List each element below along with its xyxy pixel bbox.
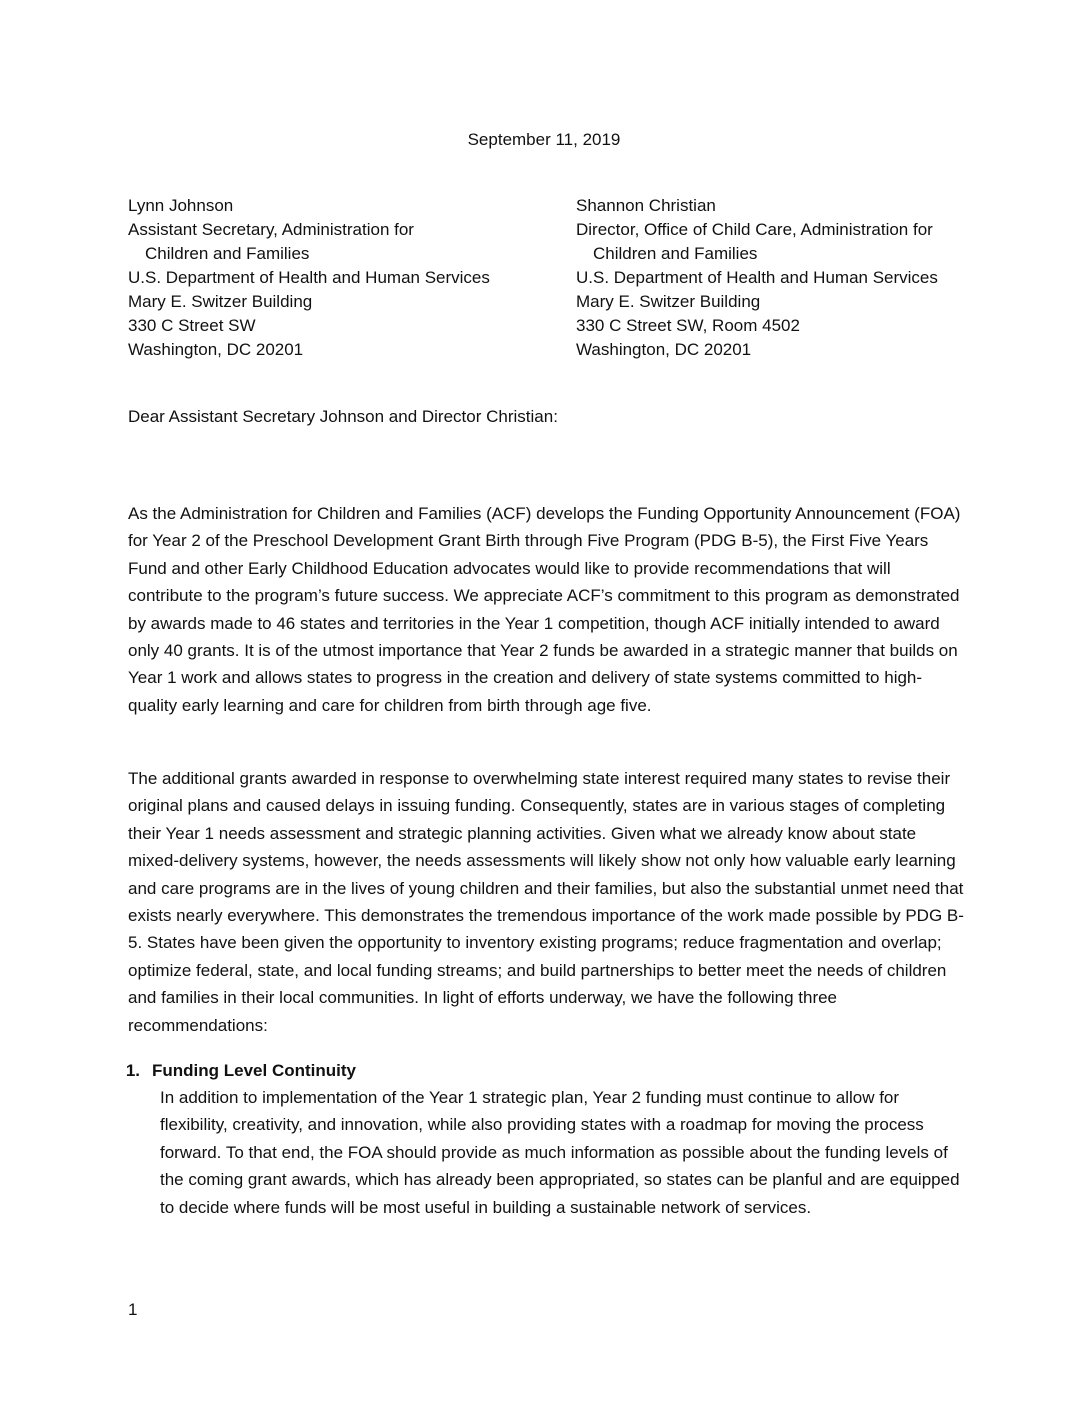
recipient-city: Washington, DC 20201 (576, 340, 752, 359)
page-number: 1 (128, 1300, 138, 1319)
salutation: Dear Assistant Secretary Johnson and Director Christian: (128, 407, 558, 426)
letter-date: September 11, 2019 (467, 130, 621, 149)
recipient-title-continued: Children and Families (145, 244, 310, 263)
recipient-city: Washington, DC 20201 (128, 340, 304, 359)
recipient-name: Lynn Johnson (128, 196, 234, 215)
recipient-title: Assistant Secretary, Administration for (128, 220, 414, 239)
recipient-title: Director, Office of Child Care, Administration for (576, 220, 933, 239)
recipient-name: Shannon Christian (576, 196, 716, 215)
recommendation-body: In addition to implementation of the Year 1 strategic plan, Year 2 funding must continue to allow for flexibility, creativity, and innovation, while also providing states with a roadmap for moving the process forward. To that end, the FOA should provide as much information as possible about the funding levels of the coming grant awards, which has already been appropriated, so states can be planful and are equipped to decide where funds will be most useful in building a sustainable network of services. (160, 1088, 960, 1217)
recipient-title-continued: Children and Families (593, 244, 758, 263)
body-paragraph-1: As the Administration for Children and Families (ACF) develops the Funding Opportunity Announcement (FOA) for Year 2 of the Preschool Development Grant Birth through Five Program (PDG B-5), the First Five Years Fund and other Early Childhood Education advocates would like to provide recommendations that will contribute to the program’s future success. We appreciate ACF’s commitment to this program as demonstrated by awards made to 46 states and territories in the Year 1 competition, though ACF initially intended to award only 40 grants. It is of the utmost importance that Year 2 funds be awarded in a strategic manner that builds on Year 1 work and allows states to progress in the creation and delivery of state systems committed to high-quality early learning and care for children from birth through age five. (128, 504, 961, 715)
recommendation-title: Funding Level Continuity (152, 1061, 356, 1080)
body-paragraph-2: The additional grants awarded in response to overwhelming state interest required many states to revise their original plans and caused delays in issuing funding. Consequently, states are in various stages of completing their Year 1 needs assessment and strategic planning activities. Given what we already know about state mixed-delivery systems, however, the needs assessments will likely show not only how valuable early learning and care programs are in the lives of young children and their families, but also the substantial unmet need that exists nearly everywhere. This demonstrates the tremendous importance of the work made possible by PDG B-5. States have been given the opportunity to inventory existing programs; reduce fragmentation and overlap; optimize federal, state, and local funding streams; and build partnerships to better meet the needs of children and families in their local communities. In light of efforts underway, we have the following three recommendations: (128, 769, 964, 1035)
recipient-department: U.S. Department of Health and Human Services (576, 268, 938, 287)
recipient-department: U.S. Department of Health and Human Services (128, 268, 490, 287)
recipient-street: 330 C Street SW (128, 316, 256, 335)
recommendation-number: 1. (125, 1061, 140, 1080)
recipient-street: 330 C Street SW, Room 4502 (576, 316, 800, 335)
recommendation-heading (125, 1057, 964, 1084)
recipient-address-johnson (128, 194, 490, 362)
recipient-building: Mary E. Switzer Building (128, 292, 313, 311)
recipient-address-christian (576, 194, 938, 362)
recipient-building: Mary E. Switzer Building (576, 292, 761, 311)
recommendation-1 (125, 1057, 964, 1221)
